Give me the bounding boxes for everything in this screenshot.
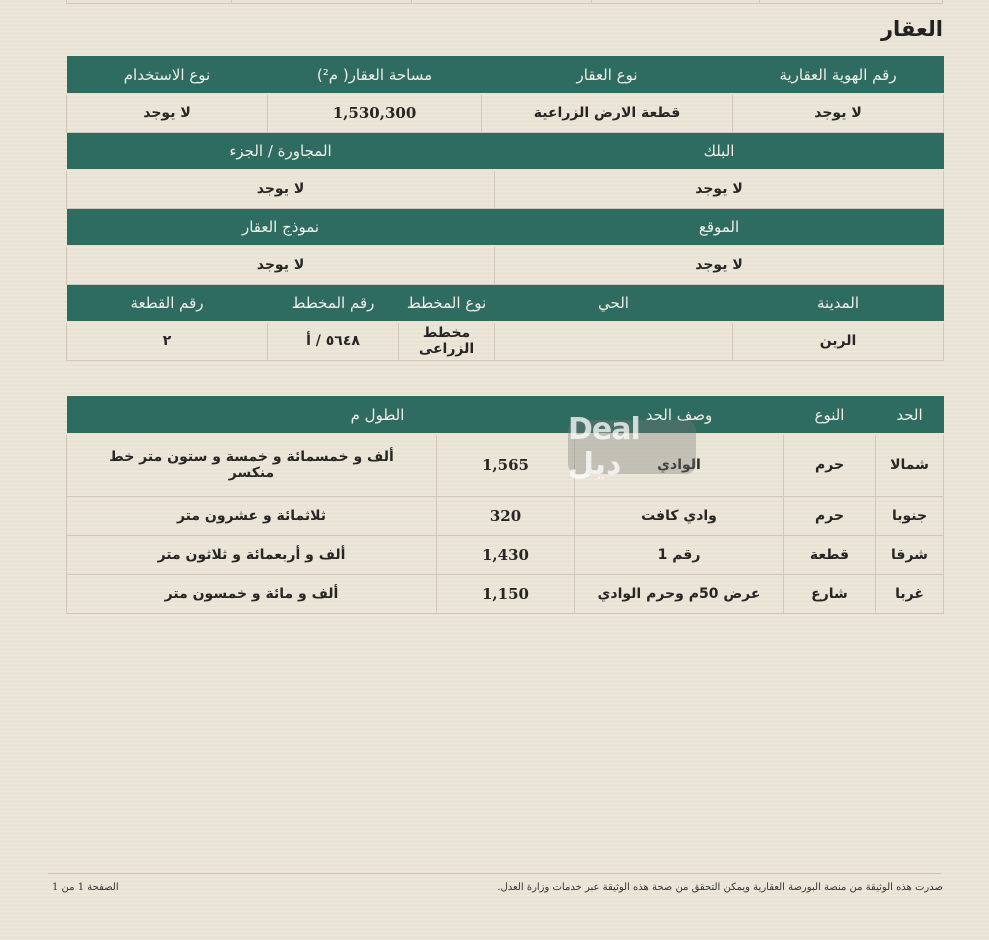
property-id-value: لا يوجد [733, 94, 944, 132]
header-row [67, 208, 944, 246]
table-row [67, 434, 944, 496]
length-cell: 1,565 [437, 434, 575, 496]
header-block: البلك [495, 132, 944, 170]
section-title: العقار [880, 17, 943, 41]
header-row [67, 284, 944, 322]
header-plan-number: رقم المخطط [268, 284, 399, 322]
table-row [67, 574, 944, 613]
header-type: النوع [784, 396, 876, 434]
footer-divider [48, 873, 941, 874]
header-neighborhood-part: المجاورة / الجزء [67, 132, 495, 170]
edge-cell: شرقا [876, 535, 944, 574]
description-cell: رقم 1 [575, 535, 784, 574]
length-cell: 320 [437, 496, 575, 535]
edge-cell: جنوبا [876, 496, 944, 535]
city-value: الرين [733, 322, 944, 360]
header-property-area: مساحة العقار( م²) [268, 56, 482, 94]
length-cell: 1,150 [437, 574, 575, 613]
length-text-cell: ألف و أربعمائة و ثلاثون متر [67, 535, 437, 574]
edge-cell: شمالا [876, 434, 944, 496]
length-cell: 1,430 [437, 535, 575, 574]
header-description: وصف الحد [575, 396, 784, 434]
header-row [67, 396, 944, 434]
type-cell: حرم [784, 434, 876, 496]
header-plot-number: رقم القطعة [67, 284, 268, 322]
usage-type-value: لا يوجد [67, 94, 268, 132]
footer-note: صدرت هذه الوثيقة من منصة البورصة العقارية ويمكن التحقق من صحة هذه الوثيقة عبر خدمات وزارة العدل. [497, 882, 943, 893]
header-length: الطول م [67, 396, 575, 434]
value-row [67, 322, 944, 360]
value-row [67, 246, 944, 284]
description-cell: وادي كافت [575, 496, 784, 535]
value-row [67, 94, 944, 132]
table-row [67, 496, 944, 535]
property-type-value: قطعة الارض الزراعية [482, 94, 733, 132]
boundaries-table [66, 396, 944, 614]
property-model-value: لا يوجد [67, 246, 495, 284]
header-plan-type: نوع المخطط [399, 284, 495, 322]
header-city: المدينة [733, 284, 944, 322]
value-row [67, 170, 944, 208]
length-text-cell: ألف و خمسمائة و خمسة و ستون متر خط منكسر [67, 434, 437, 496]
header-location: الموقع [495, 208, 944, 246]
type-cell: قطعة [784, 535, 876, 574]
edge-cell: غربا [876, 574, 944, 613]
plot-number-value: ٢ [67, 322, 268, 360]
location-value: لا يوجد [495, 246, 944, 284]
description-cell: الوادي [575, 434, 784, 496]
header-edge: الحد [876, 396, 944, 434]
property-area-value: 1,530,300 [268, 94, 482, 132]
table-row [67, 535, 944, 574]
plan-number-value: ٥٦٤٨ / أ [268, 322, 399, 360]
plan-type-value: مخطط الزراعى [399, 322, 495, 360]
block-value: لا يوجد [495, 170, 944, 208]
header-row [67, 56, 944, 94]
header-row [67, 132, 944, 170]
type-cell: شارع [784, 574, 876, 613]
header-usage-type: نوع الاستخدام [67, 56, 268, 94]
property-details-table [66, 56, 944, 361]
neighborhood-part-value: لا يوجد [67, 170, 495, 208]
header-district: الحي [495, 284, 733, 322]
previous-table-edge [66, 0, 943, 4]
type-cell: حرم [784, 496, 876, 535]
deal-watermark-logo: Deal ديل [568, 420, 696, 474]
district-value [495, 322, 733, 360]
header-property-id: رقم الهوية العقارية [733, 56, 944, 94]
header-property-type: نوع العقار [482, 56, 733, 94]
header-property-model: نموذج العقار [67, 208, 495, 246]
page-number: الصفحة 1 من 1 [52, 882, 119, 893]
description-cell: عرض 50م وحرم الوادي [575, 574, 784, 613]
length-text-cell: ثلاثمائة و عشرون متر [67, 496, 437, 535]
length-text-cell: ألف و مائة و خمسون متر [67, 574, 437, 613]
